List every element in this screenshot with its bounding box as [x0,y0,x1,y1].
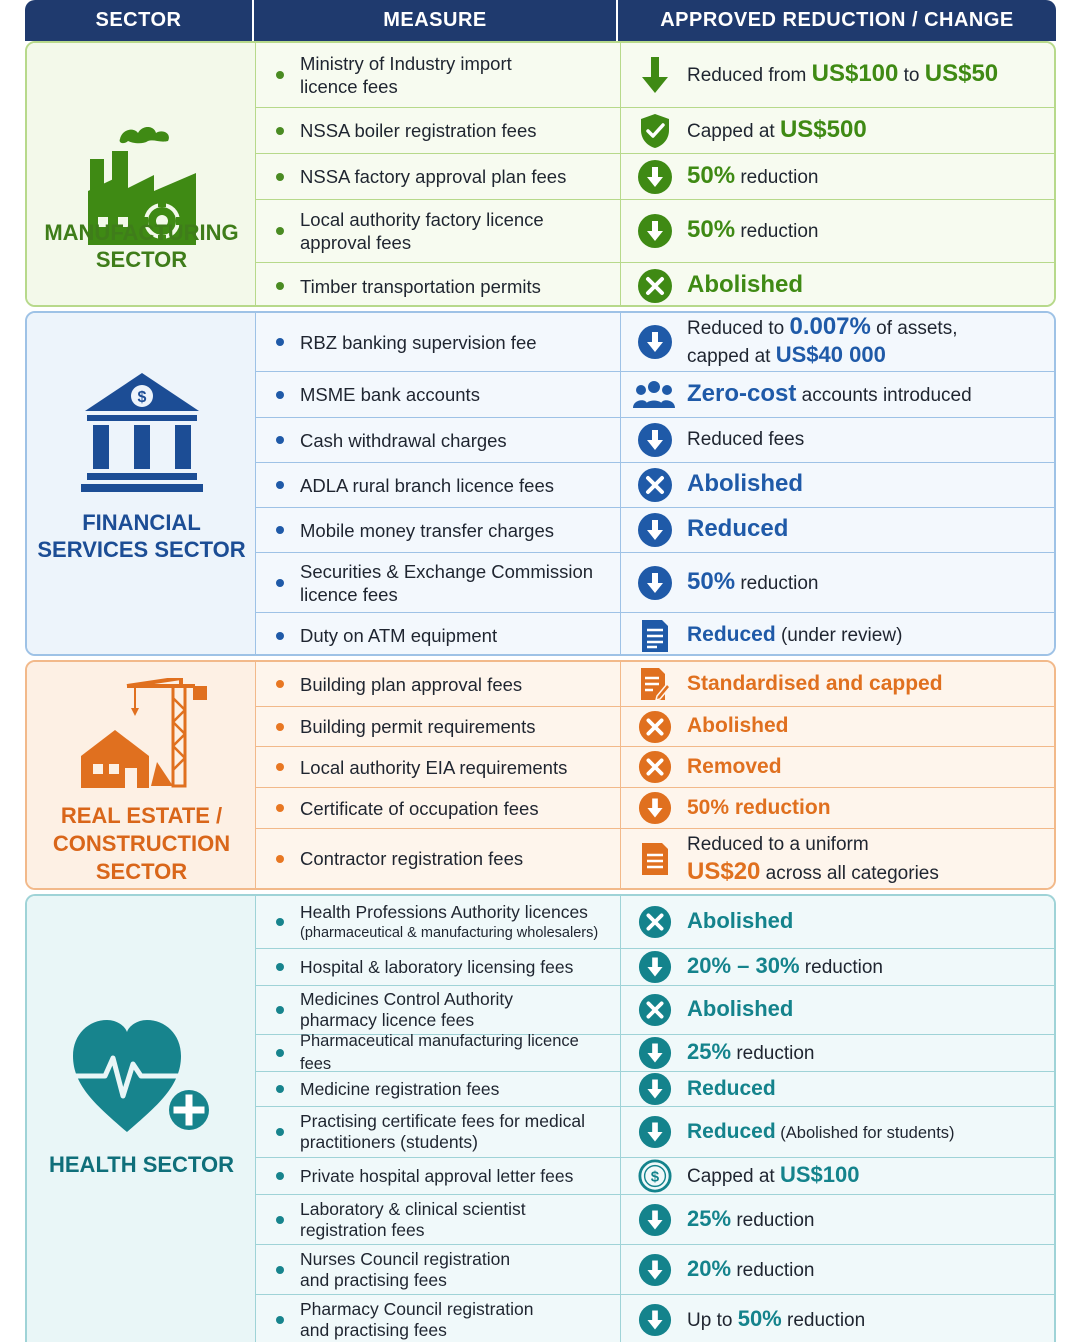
bullet [276,1085,284,1093]
bullet [276,963,284,971]
bullet [276,1006,284,1014]
measure-text: Local authority EIA requirements [300,756,568,778]
text-mid: to [898,65,925,86]
circle-down-icon [637,790,673,826]
text-pre: capped at [687,346,776,367]
text-highlight: Abolished [687,996,794,1021]
change-text [687,161,819,190]
change-text [687,517,788,543]
change-text [687,954,883,980]
change-text [687,909,793,935]
sector-cell [27,313,256,654]
circle-down-icon [637,1071,673,1107]
text-pre: Reduced to a uniform [687,833,869,855]
measure-cell [256,43,621,107]
table-row [256,263,1054,307]
measure-cell [256,1107,621,1157]
text-highlight: 20% – 30% [687,953,800,978]
table-row [256,747,1054,788]
change-text [687,672,943,697]
measure-text: Hospital & laboratory licensing fees [300,956,574,977]
text-highlight: Abolished [687,271,804,298]
document-edit-icon [637,666,673,702]
measure-cell [256,463,621,507]
measure-text: Contractor registration fees [300,848,524,869]
header-sector: SECTOR [25,0,254,41]
measure-cell [256,829,621,888]
measure-cell [256,1195,621,1244]
text-highlight: Abolished [687,470,804,497]
rows [256,313,1054,654]
document-icon [637,841,673,877]
dollar-circle-icon [637,1158,673,1194]
circle-x-icon [637,709,673,745]
change-text [687,714,789,739]
text-highlight: US$100 [779,1162,860,1187]
table-row [256,200,1054,263]
text-pre: Reduced from [687,65,812,86]
change-text [687,62,998,88]
text-post: reduction [735,166,819,188]
change-text [687,1077,776,1102]
text-highlight: US$100 [811,60,899,87]
measure-cell [256,200,621,262]
measure-text: Medicines Control Authority pharmacy licence fees [300,989,514,1030]
table-row [256,553,1054,613]
document-icon [637,618,673,654]
table-row [256,1107,1054,1158]
change-cell [621,43,1054,107]
sector-name-line: HEALTH SECTOR [49,1152,234,1177]
crane-house-icon [27,678,256,790]
measure-cell [256,986,621,1034]
measure-subtext: (pharmaceutical & manufacturing wholesalers) [300,925,599,941]
change-cell [621,707,1054,746]
text-post: of assets, [870,318,958,339]
text-highlight: Reduced [687,515,789,542]
change-cell [621,263,1054,307]
measure-cell [256,747,621,787]
measure-cell [256,613,621,656]
bullet [276,763,284,771]
change-cell [621,788,1054,828]
table-row [256,108,1054,154]
text-highlight: 50% [687,161,736,189]
change-cell [621,372,1054,417]
circle-x-icon [637,904,673,940]
measure-text: NSSA factory approval plan fees [300,166,567,187]
text-highlight: Abolished [687,714,789,737]
change-cell [621,986,1054,1034]
bullet [276,391,284,399]
change-text [687,428,804,452]
change-text [687,1120,955,1145]
measure-cell [256,508,621,552]
text-highlight: Zero-cost [687,379,797,407]
change-text [687,997,793,1023]
measure-text: Mobile money transfer charges [300,519,554,541]
measure-text: Laboratory & clinical scientist registration fees [300,1198,526,1240]
text-post: reduction [735,221,819,242]
change-text [687,796,831,821]
change-text [687,115,867,144]
change-text [687,379,972,408]
table-row [256,1032,1054,1073]
header-measure: MEASURE [254,0,618,41]
measure-text: NSSA boiler registration fees [300,120,537,141]
measure-cell [256,1158,621,1194]
svg-text:$: $ [650,1168,660,1186]
text-highlight: Reduced [687,1076,776,1100]
table-header [25,0,1056,41]
table-row [256,372,1054,418]
circle-down-icon [637,565,673,601]
table-row [256,986,1054,1035]
measure-cell [256,313,621,371]
bullet [276,1172,284,1180]
rows [256,662,1054,888]
text-highlight: Reduced [687,623,776,646]
text-post: reduction [781,1310,866,1331]
measure-cell [256,896,621,948]
text-post: reduction [731,1209,815,1231]
bullet [276,1216,284,1224]
change-text [687,472,803,498]
change-cell [621,313,1054,371]
table-row [256,829,1054,888]
table-row [256,1072,1054,1107]
rows [256,896,1054,1342]
bullet [276,436,284,444]
text-highlight: Abolished [687,908,794,933]
change-text [687,1207,815,1233]
sector-name-line: SECTOR [95,247,188,272]
change-text [687,755,782,780]
measure-text: Medicine registration fees [300,1078,500,1099]
measure-cell [256,707,621,746]
measure-cell [256,1032,621,1073]
change-text [687,1307,865,1333]
shield-check-icon [637,113,673,149]
bullet [276,71,284,79]
measure-cell [256,372,621,417]
bullet [276,680,284,688]
bullet [276,1128,284,1136]
change-cell [621,896,1054,948]
measure-text: Local authority factory licence approval fees [300,209,544,253]
change-cell [621,747,1054,787]
measure-text: RBZ banking supervision fee [300,331,537,353]
financial-section [25,311,1056,656]
sector-name [27,219,256,273]
circle-down-icon [637,1114,673,1150]
change-cell [621,1158,1054,1194]
text-highlight: US$500 [779,115,867,143]
table-row [256,613,1054,656]
rows [256,43,1054,305]
measure-cell [256,1295,621,1342]
table-row [256,788,1054,829]
text-highlight: 25% [687,1205,732,1231]
circle-x-icon [637,749,673,785]
bullet [276,282,284,290]
sector-name-line: CONSTRUCTION [52,831,231,856]
table-row [256,313,1054,372]
text-highlight: 25% [687,1039,732,1064]
measure-text: ADLA rural branch licence fees [300,474,554,496]
sector-cell [27,662,256,888]
text-pre: Reduced to [687,318,790,339]
text-post: accounts introduced [796,384,972,406]
measure-text: Private hospital approval letter fees [300,1165,574,1186]
circle-down-icon [637,1252,673,1288]
measure-text: Nurses Council registration and practising fees [300,1248,511,1290]
text-post: reduction [731,1043,815,1064]
measure-text: Certificate of occupation fees [300,797,539,819]
circle-down-icon [637,1302,673,1338]
measure-cell [256,108,621,153]
change-cell [621,418,1054,462]
measure-text: Building plan approval fees [300,673,523,695]
measure-cell [256,418,621,462]
measure-text: Pharmaceutical manufacturing licence fees [300,1032,579,1073]
sector-name [27,1151,256,1178]
text-highlight: Standardised and capped [687,671,943,695]
measure-cell [256,662,621,706]
text-pre: Capped at [687,1166,780,1187]
change-cell [621,662,1054,706]
table-row [256,418,1054,463]
health-section [25,894,1056,1342]
sector-name-line: SERVICES SECTOR [37,537,246,562]
sector-name-line: FINANCIAL [82,510,201,535]
text-post: reduction [799,957,883,978]
header-change: APPROVED REDUCTION / CHANGE [660,9,1014,31]
bullet [276,1266,284,1274]
people-icon [633,377,675,413]
measure-cell [256,949,621,985]
circle-x-icon [637,268,673,304]
text-post: (Abolished for students) [775,1123,955,1142]
change-cell [621,553,1054,612]
change-cell [621,829,1054,888]
measure-text: Securities & Exchange Commission licence fees [300,560,594,605]
circle-down-icon [637,422,673,458]
change-cell [621,613,1054,656]
bullet [276,632,284,640]
change-text [687,273,803,299]
sector-cell [27,896,256,1342]
sector-name-line: MANUFACTURING [44,220,239,245]
measure-text: Health Professions Authority licences [300,902,588,922]
measure-cell [256,553,621,612]
text-highlight: US$40 000 [775,342,886,367]
change-cell [621,1107,1054,1157]
change-cell [621,1295,1054,1342]
text-highlight: 50% [687,567,736,595]
table-row [256,1195,1054,1245]
measure-cell [256,1245,621,1294]
bullet [276,804,284,812]
bullet [276,481,284,489]
table-row [256,896,1054,949]
change-cell [621,463,1054,507]
text-post: reduction [731,1259,815,1281]
change-text [687,1257,815,1283]
table-row [256,662,1054,707]
sector-name [27,802,256,886]
change-cell [621,508,1054,552]
measure-text: Timber transportation permits [300,275,541,297]
measure-text: Building permit requirements [300,716,536,737]
bullet [276,855,284,863]
table-row [256,1245,1054,1295]
sector-name-line: SECTOR [95,859,188,884]
text-highlight: Removed [687,754,782,778]
table-row [256,1295,1054,1342]
measure-text: Cash withdrawal charges [300,429,507,451]
table-row [256,707,1054,747]
change-text [687,314,957,370]
circle-down-icon [637,213,673,249]
bullet [276,723,284,731]
measure-cell [256,1072,621,1106]
change-text [687,218,819,244]
bullet [276,173,284,181]
text-pre: Up to [687,1310,738,1331]
change-cell [621,200,1054,262]
circle-down-icon [637,159,673,195]
change-text [687,1040,815,1066]
text-post: (under review) [775,625,903,646]
circle-down-icon [637,1202,673,1238]
bullet [276,227,284,235]
text-highlight: 50% [737,1306,782,1331]
measure-cell [256,154,621,199]
change-text [687,623,902,648]
measure-cell [256,263,621,307]
measure-text: Pharmacy Council registration and practising fees [300,1299,534,1340]
text-pre: Capped at [687,120,780,142]
arrow-down-icon [637,57,673,93]
circle-down-icon [637,324,673,360]
sector-name-line: REAL ESTATE / [60,803,223,828]
bullet [276,338,284,346]
svg-text:$: $ [137,389,146,406]
bullet [276,1049,284,1057]
table-row [256,43,1054,108]
table-row [256,154,1054,200]
circle-down-icon [637,949,673,985]
measure-text: MSME bank accounts [300,384,480,405]
table-row [256,508,1054,553]
bullet [276,127,284,135]
change-cell [621,1245,1054,1294]
sector-cell [27,43,256,305]
bullet [276,918,284,926]
measure-text: Duty on ATM equipment [300,625,498,646]
change-cell [621,108,1054,153]
measure-cell [256,788,621,828]
change-text [687,1163,859,1189]
circle-down-icon [637,512,673,548]
bank-icon [27,371,256,495]
circle-down-icon [637,1035,673,1071]
change-cell [621,949,1054,985]
measure-text: Practising certificate fees for medical practitioners (students) [300,1111,585,1152]
table-row [256,1158,1054,1195]
text-highlight: 20% [687,1255,732,1281]
change-cell [621,154,1054,199]
text-highlight: US$20 [687,857,761,885]
change-cell [621,1072,1054,1106]
change-text [687,567,819,596]
text-pre: Reduced fees [687,429,805,450]
real-estate-section [25,660,1056,890]
bullet [276,1316,284,1324]
circle-x-icon [637,467,673,503]
table-row [256,463,1054,508]
text-highlight: Reduced [687,1119,776,1143]
circle-x-icon [637,992,673,1028]
text-highlight: 0.007% [789,313,871,340]
change-cell [621,1035,1054,1071]
table-row [256,949,1054,986]
heart-pulse-plus-icon [27,1014,256,1138]
change-text [687,831,939,887]
bullet [276,579,284,587]
sector-name [27,509,256,563]
text-post: across all categories [760,862,939,884]
measure-text: Ministry of Industry import licence fees [300,53,512,97]
text-post: reduction [735,572,819,594]
change-cell [621,1195,1054,1244]
text-highlight: US$50 [924,60,999,87]
manufacturing-section [25,41,1056,307]
text-highlight: 50% [687,216,736,243]
text-highlight: 50% reduction [687,795,831,819]
bullet [276,526,284,534]
